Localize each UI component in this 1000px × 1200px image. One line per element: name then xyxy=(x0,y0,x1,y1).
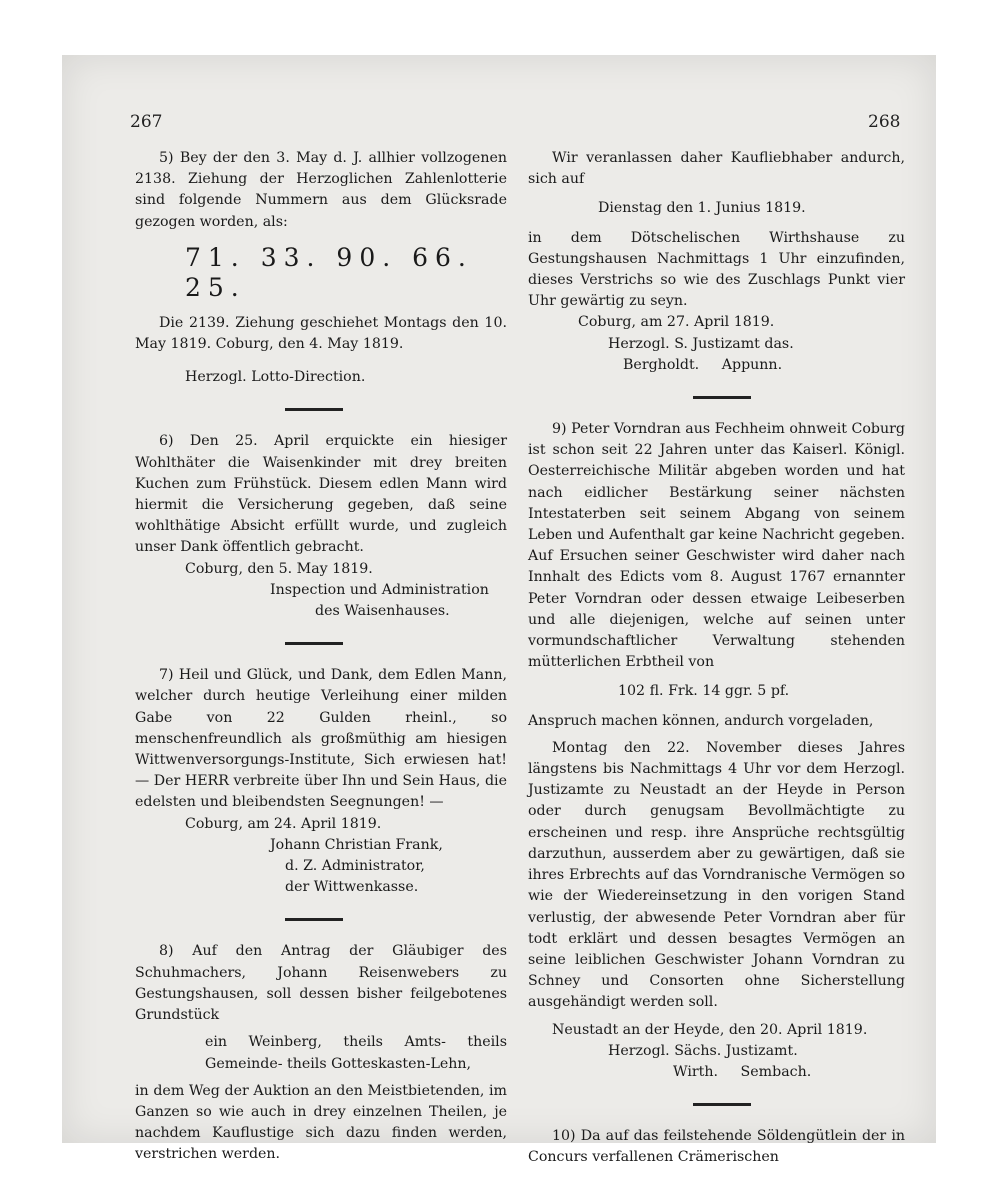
notice-8-signature-2: Bergholdt. Appunn. xyxy=(623,356,783,373)
notice-6-date: Coburg, den 5. May 1819. xyxy=(185,560,373,577)
notice-8-date: Coburg, am 27. April 1819. xyxy=(578,314,775,331)
notice-10-text: 10) Da auf das feilstehende Söldengütlein der in Concurs verfallenen Crämerischen xyxy=(528,1128,905,1166)
section-divider xyxy=(285,408,343,411)
notice-7-signature-1: Johann Christian Frank, xyxy=(270,836,443,853)
notice-8-signature-1: Herzogl. S. Justizamt das. xyxy=(608,335,794,352)
notice-7-date: Coburg, am 24. April 1819. xyxy=(185,815,382,832)
notice-8-item: ein Weinberg, theils Amts- theils Gemeinde- theils Gotteskasten-Lehn, xyxy=(205,1034,507,1072)
notice-8-text: 8) Auf den Antrag der Gläubiger des Schuhmachers, Johann Reisenwebers zu Gestungshausen, soll dessen bisher feilgebotenes Grundstück xyxy=(135,943,507,1024)
auction-date: Dienstag den 1. Junius 1819. xyxy=(598,200,806,217)
notice-9-signature-2: Wirth. Sembach. xyxy=(673,1063,812,1080)
notice-8-text-2: in dem Weg der Auktion an den Meistbietenden, im Ganzen so wie auch in drey einzelnen Theilen, je nachdem Kauflustige sich dazu finden werden, verstrichen werden. xyxy=(135,1082,507,1163)
notice-6-signature-2: des Waisenhauses. xyxy=(315,603,450,620)
section-divider xyxy=(285,918,343,921)
inheritance-amount: 102 fl. Frk. 14 ggr. 5 pf. xyxy=(618,683,790,700)
notice-8-continued: Wir veranlassen daher Kaufliebhaber andurch, sich auf xyxy=(528,150,905,188)
lottery-numbers: 71. 33. 90. 66. 25. xyxy=(185,242,473,302)
section-divider xyxy=(693,1103,751,1106)
notice-9-date: Neustadt an der Heyde, den 20. April 1819. xyxy=(552,1021,868,1038)
section-divider xyxy=(285,642,343,645)
notice-9-text-3: Montag den 22. November dieses Jahres längstens bis Nachmittags 4 Uhr vor dem Herzogl. Justizamte zu Neustadt an der Heyde in Person oder durch genugsam Bevollmächtigte zu erscheinen und resp. ihre Ansprüche rechtsgültig darzuthun, ausserdem aber zu gewärtigen, daß sie ihres Erbrechts auf das Vorndranische Vermögen so wie der Wiedereinsetzung in den vorigen Stand verlustig, der abwesende Peter Vorndran aber für todt erklärt und dessen besagtes Vermögen an seine leiblichen Geschwister Johann Vorndran zu Schney und Consorten ohne Sicherstellung ausgehändigt werden soll. xyxy=(528,739,905,1011)
page-number-left: 267 xyxy=(130,112,163,132)
notice-7-signature-3: der Wittwenkasse. xyxy=(285,879,419,896)
notice-9-text-2: Anspruch machen können, andurch vorgeladen, xyxy=(528,712,874,729)
notice-5-next-draw: Die 2139. Ziehung geschiehet Montags den 10. May 1819. Coburg, den 4. May 1819. xyxy=(135,314,507,353)
notice-5-text: 5) Bey der den 3. May d. J. allhier vollzogenen 2138. Ziehung der Herzoglichen Zahlenlotterie sind folgende Nummern aus dem Glücksrade gezogen worden, als: xyxy=(135,150,507,230)
section-divider xyxy=(693,396,751,399)
right-column xyxy=(528,148,905,1169)
notice-8-continued-2: in dem Dötschelischen Wirthshause zu Gestungshausen Nachmittags 1 Uhr einzufinden, dieses Verstrichs so wie des Zuschlags Punkt vier Uhr gewärtig zu seyn. xyxy=(528,229,905,310)
notice-6-text: 6) Den 25. April erquickte ein hiesiger Wohlthäter die Waisenkinder mit drey breiten Kuchen zum Frühstück. Diesem edlen Mann wird hiermit die Versicherung gegeben, daß seine wohlthätige Absicht erfüllt wurde, und zugleich unser Dank öffentlich gebracht. xyxy=(135,433,507,556)
page-number-right: 268 xyxy=(868,112,901,132)
notice-7-signature-2: d. Z. Administrator, xyxy=(285,858,425,875)
notice-6-signature-1: Inspection und Administration xyxy=(270,581,489,598)
notice-9-signature-1: Herzogl. Sächs. Justizamt. xyxy=(608,1042,798,1059)
notice-7-text: 7) Heil und Glück, und Dank, dem Edlen Mann, welcher durch heutige Verleihung einer milden Gabe von 22 Gulden rheinl., so menschenfreundlich als großmüthig am hiesigen Wittwenversorgungs-Institute, Sich erwiesen hat! — Der HERR verbreite über Ihn und Sein Haus, die edelsten und bleibendsten Seegnungen! — xyxy=(135,667,507,811)
left-column xyxy=(135,148,507,1166)
notice-5-signature: Herzogl. Lotto-Direction. xyxy=(185,369,366,386)
notice-9-text: 9) Peter Vorndran aus Fechheim ohnweit Coburg ist schon seit 22 Jahren unter das Kaiserl. Königl. Oesterreichische Militär abgeben worden und hat nach eidlicher Bestärkung seiner nächsten Intestaterben seit seinem Abgang von seinem Leben und Aufenthalt gar keine Nachricht gegeben. Auf Ersuchen seiner Geschwister wird daher nach Innhalt des Edicts vom 8. August 1767 ernannter Peter Vorndran oder dessen etwaige Leibeserben und alle diejenigen, welche auf seinen unter vormundschaftlicher Verwaltung stehenden mütterlichen Erbtheil von xyxy=(528,421,905,671)
